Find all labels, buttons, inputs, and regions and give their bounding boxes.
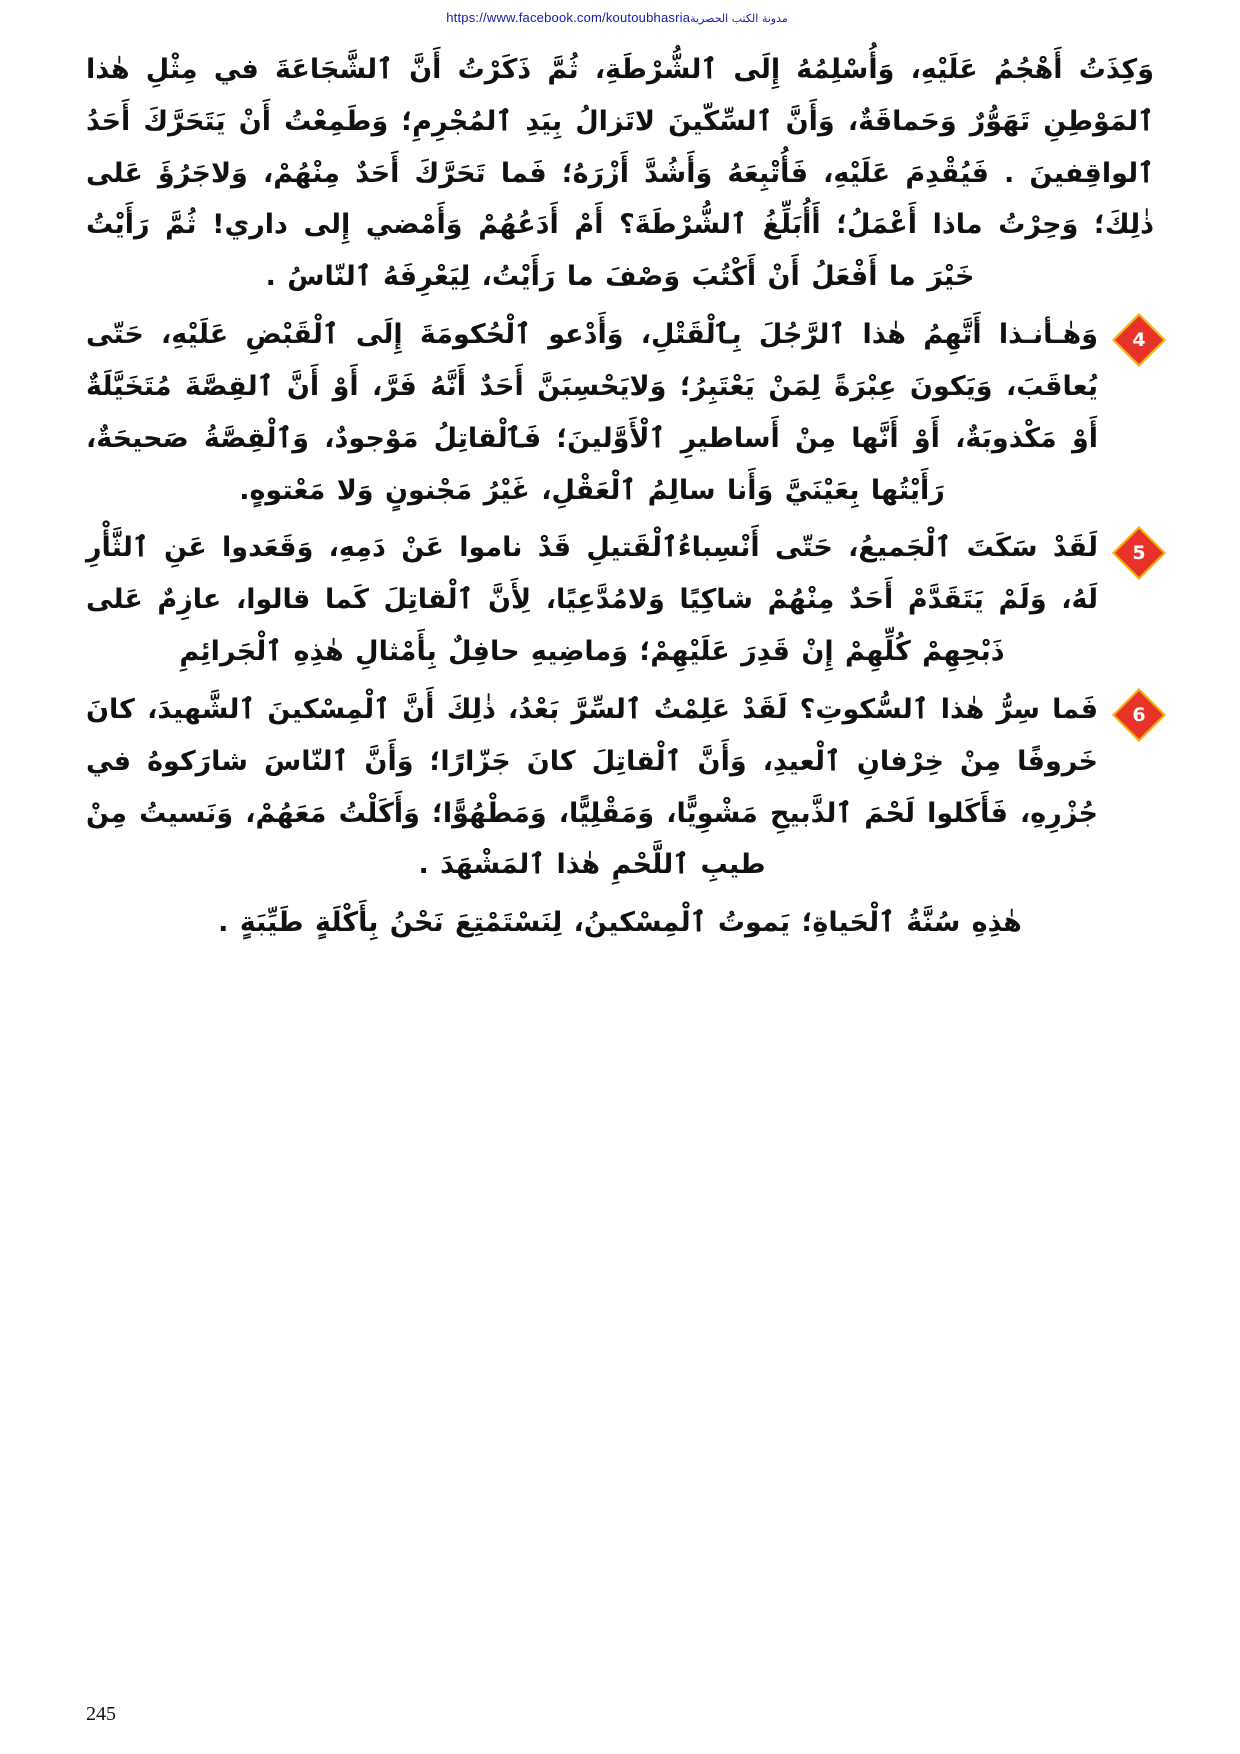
list-marker-diamond	[1112, 688, 1166, 742]
watermark	[0, 10, 1240, 25]
paragraph	[86, 44, 1154, 303]
paragraph-text: لَقَدْ سَكَتَ ٱلْجَميعُ، حَتّى أَنْسِباءُٱلْقَتيلِ قَدْ ناموا عَنْ دَمِهِ، وَقَعَدوا عَنِ ٱلثَّأْرِ لَهُ، وَلَمْ يَتَقَدَّمْ أَحَدٌ مِنْهُمْ شاكِيًا وَلامُدَّعِيًا، لِأَنَّ ٱلْقاتِلَ كَما قالوا، عازِمٌ عَلى ذَبْحِهِمْ كُلِّهِمْ إِنْ قَدِرَ عَلَيْهِمْ؛ وَماضِيهِ حافِلٌ بِأَمْثالِ هٰذِهِ ٱلْجَرائِمِ	[86, 532, 1098, 668]
watermark-arabic: مدونة الكتب الحصرية	[690, 12, 788, 25]
paragraph-text: هٰذِهِ سُنَّةُ ٱلْحَياةِ؛ يَموتُ ٱلْمِسْكينُ، لِنَسْتَمْتِعَ نَحْنُ بِأَكْلَةٍ طَيِّبَةٍ .	[218, 907, 1022, 939]
list-marker-diamond	[1112, 313, 1166, 367]
list-marker-number: 6	[1132, 703, 1146, 726]
paragraph-numbered	[86, 522, 1154, 677]
page-content	[86, 44, 1154, 955]
paragraph-numbered	[86, 309, 1154, 516]
paragraph-text: وَهٰـأنـذا أَتَّهِمُ هٰذا ٱلرَّجُلَ بِٱلْقَتْلِ، وَأَدْعو ٱلْحُكومَةَ إِلَى ٱلْقَبْضِ عَلَيْهِ، حَتّى يُعاقَبَ، وَيَكونَ عِبْرَةً لِمَنْ يَعْتَبِرُ؛ وَلايَحْسِبَنَّ أَحَدٌ أَنَّهُ فَرَّ، أَوْ أَنَّ ٱلقِصَّةَ مُتَخَيَّلَةٌ أَوْ مَكْذوبَةٌ، أَوْ أَنَّها مِنْ أَساطيرِ ٱلْأَوَّلينَ؛ فَٱلْقاتِلُ مَوْجودٌ، وَٱلْقِصَّةُ صَحيحَةٌ، رَأَيْتُها بِعَيْنَيَّ وَأَنا سالِمُ ٱلْعَقْلِ، غَيْرُ مَجْنونٍ وَلا مَعْتوهٍ.	[86, 319, 1098, 506]
list-marker-number: 4	[1132, 328, 1146, 351]
list-marker-diamond	[1112, 527, 1166, 581]
paragraph-text: وَكِذَتُ أَهْجُمُ عَلَيْهِ، وَأُسْلِمُهُ إِلَى ٱلشُّرْطَةِ، ثُمَّ ذَكَرْتُ أَنَّ ٱلشَّجَاعَةَ في مِثْلِ هٰذا ٱلمَوْطِنِ تَهَوُّرٌ وَحَماقَةٌ، وَأَنَّ ٱلسِّكّينَ لاتَزالُ بِيَدِ ٱلمُجْرِمِ؛ وَطَمِعْتُ أَنْ يَتَحَرَّكَ أَحَدُ ٱلواقِفينَ . فَيُقْدِمَ عَلَيْهِ، فَأُتْبِعَهُ وَأَشُدَّ أَزْرَهُ؛ فَما تَحَرَّكَ أَحَدٌ مِنْهُمْ، وَلاجَرُؤَ عَلى ذٰلِكَ؛ وَحِرْتُ ماذا أَعْمَلُ؛ أَأُبَلِّغُ ٱلشُّرْطَةَ؟ أَمْ أَدَعُهُمْ وَأَمْضي إِلى داري! ثُمَّ رَأَيْتُ خَيْرَ ما أَفْعَلُ أَنْ أَكْتُبَ وَصْفَ ما رَأَيْتُ، لِيَعْرِفَهُ ٱلنّاسُ .	[86, 54, 1154, 293]
paragraph-text: فَما سِرُّ هٰذا ٱلسُّكوتِ؟ لَقَدْ عَلِمْتُ ٱلسِّرَّ بَعْدُ، ذٰلِكَ أَنَّ ٱلْمِسْكينَ ٱلشَّهيدَ، كانَ خَروفًا مِنْ خِرْفانِ ٱلْعيدِ، وَأَنَّ ٱلْقاتِلَ كانَ جَزّارًا؛ وَأَنَّ ٱلنّاسَ شارَكوهُ في جُزْرِهِ، فَأَكَلوا لَحْمَ ٱلذَّبيحِ مَشْوِيًّا، وَمَقْلِيًّا، وَمَطْهُوًّا؛ وَأَكَلْتُ مَعَهُمْ، وَنَسيتُ مِنْ طيبِ ٱللَّحْمِ هٰذا ٱلمَشْهَدَ .	[86, 693, 1098, 881]
watermark-url: https://www.facebook.com/koutoubhasria	[446, 10, 691, 25]
paragraph-numbered	[86, 684, 1154, 891]
page-number: 245	[86, 1703, 116, 1725]
paragraph	[86, 897, 1154, 949]
list-marker-number: 5	[1132, 541, 1146, 564]
